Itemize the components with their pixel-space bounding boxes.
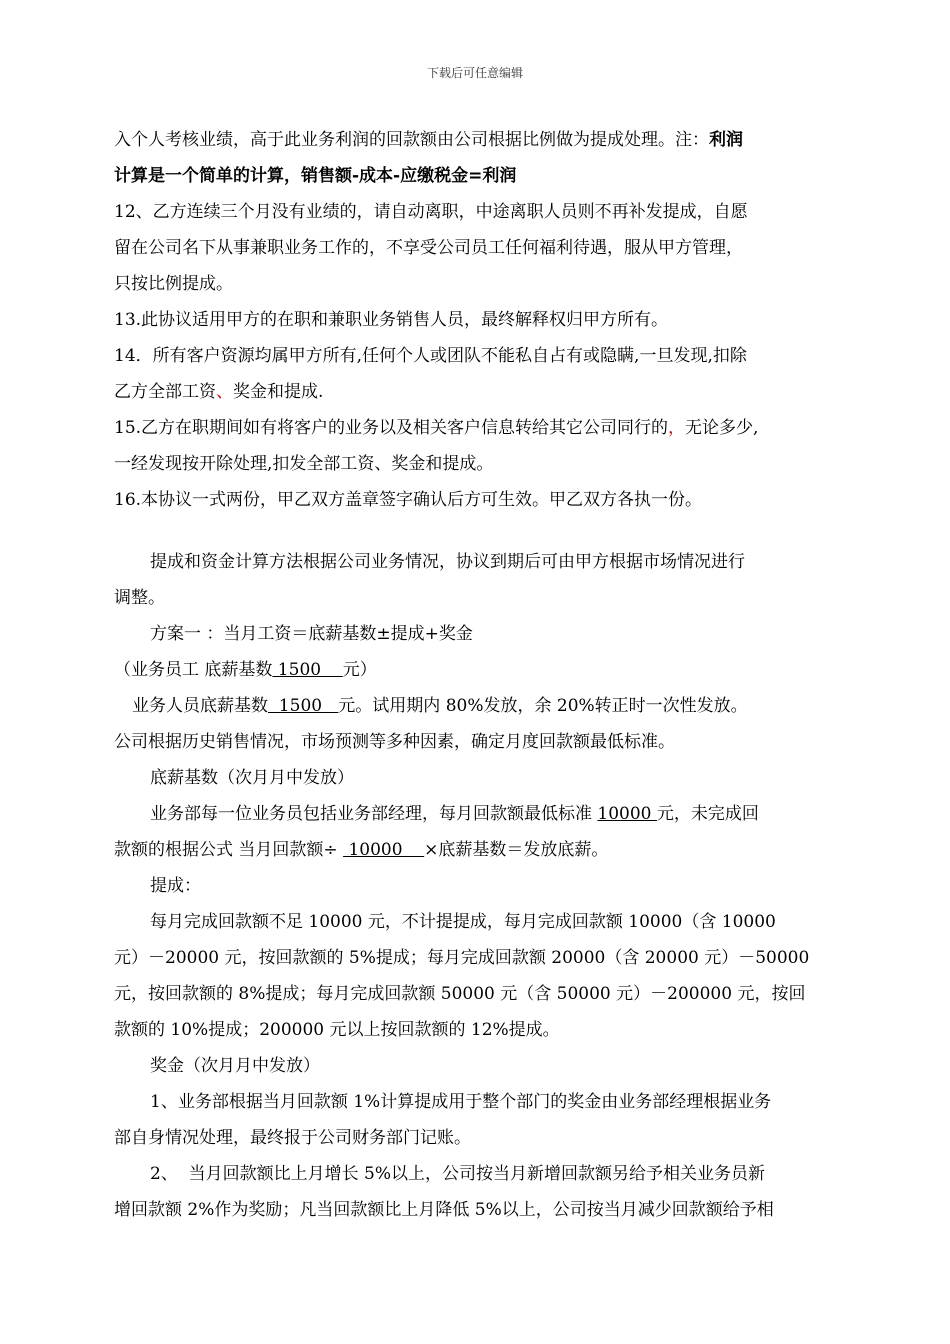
page-header: 下载后可任意编辑 <box>426 66 523 80</box>
spacer <box>114 518 842 544</box>
paragraph-line-bold: 计算是一个简单的计算，销售额-成本-应缴税金=利润 <box>114 166 517 186</box>
underlined-value: 10000 <box>343 840 425 860</box>
document-body <box>114 122 842 1228</box>
paragraph-line: 元）－20000 元，按回款额的 5%提成；每月完成回款额 20000（含 20000 元）－50000 <box>114 948 810 968</box>
text-span: 奖金和提成. <box>233 382 324 402</box>
paragraph-line: 元，按回款额的 8%提成；每月完成回款额 50000 元（含 50000 元）－200000 元，按回 <box>114 984 806 1004</box>
underlined-value: 10000 <box>597 804 657 824</box>
section-heading: 底薪基数（次月月中发放） <box>150 768 354 788</box>
paragraph-line: 增回款额 2%作为奖励；凡当回款额比上月降低 5%以上，公司按当月减少回款额给予相 <box>114 1200 774 1220</box>
clause-12: 12、乙方连续三个月没有业绩的，请自动离职，中途离职人员则不再补发提成，自愿 <box>114 202 748 222</box>
text-span: ×底薪基数＝发放底薪。 <box>424 840 609 860</box>
section-heading: 提成： <box>150 876 201 896</box>
paragraph-line: 2、 当月回款额比上月增长 5%以上，公司按当月新增回款额另给予相关业务员新 <box>150 1164 765 1184</box>
underlined-value: 1500 <box>272 660 343 680</box>
text-span: 元。试用期内 80%发放，余 20%转正时一次性发放。 <box>338 696 748 716</box>
text-span: 元） <box>342 660 377 680</box>
paragraph-line <box>114 122 842 158</box>
paragraph-line <box>114 796 842 832</box>
paragraph-line: 部自身情况处理，最终报于公司财务部门记账。 <box>114 1128 471 1148</box>
paragraph-line <box>114 652 842 688</box>
clause-14: 14．所有客户资源均属甲方所有,任何个人或团队不能私自占有或隐瞒,一旦发现,扣除 <box>114 346 747 366</box>
paragraph-line: 一经发现按开除处理,扣发全部工资、奖金和提成。 <box>114 454 494 474</box>
text-span: 元，未完成回 <box>656 804 759 824</box>
clause-15 <box>114 410 842 446</box>
text-span: 无论多少, <box>685 418 759 438</box>
underlined-value: 1500 <box>268 696 339 716</box>
paragraph-line: 提成和资金计算方法根据公司业务情况，协议到期后可由甲方根据市场情况进行 <box>150 552 745 572</box>
bold-text: 利润 <box>709 130 743 150</box>
red-punctuation: ， <box>668 418 686 438</box>
clause-13: 13.此协议适用甲方的在职和兼职业务销售人员，最终解释权归甲方所有。 <box>114 310 669 330</box>
clause-16: 16.本协议一式两份，甲乙双方盖章签字确认后方可生效。甲乙双方各执一份。 <box>114 490 703 510</box>
paragraph-line: 公司根据历史销售情况，市场预测等多种因素，确定月度回款额最低标准。 <box>114 732 675 752</box>
text-span: 业务部每一位业务员包括业务部经理，每月回款额最低标准 <box>150 804 598 824</box>
paragraph-line <box>114 688 842 724</box>
red-punctuation: 、 <box>216 382 233 402</box>
paragraph-line: 每月完成回款额不足 10000 元，不计提提成，每月完成回款额 10000（含 10000 <box>150 912 776 932</box>
paragraph-line <box>114 832 842 868</box>
paragraph-line <box>114 374 842 410</box>
paragraph-line: 留在公司名下从事兼职业务工作的，不享受公司员工任何福利待遇，服从甲方管理， <box>114 238 743 258</box>
text-span: 业务人员底薪基数 <box>132 696 268 716</box>
text-span: 入个人考核业绩，高于此业务利润的回款额由公司根据比例做为提成处理。注： <box>114 130 709 150</box>
paragraph-line: 款额的 10%提成；200000 元以上按回款额的 12%提成。 <box>114 1020 560 1040</box>
paragraph-line: 只按比例提成。 <box>114 274 233 294</box>
section-heading: 奖金（次月月中发放） <box>150 1056 320 1076</box>
text-span: （业务员工 底薪基数 <box>114 660 273 680</box>
plan-heading: 方案一 ：当月工资＝底薪基数±提成+奖金 <box>150 624 473 644</box>
paragraph-line: 调整。 <box>114 588 165 608</box>
text-span: 乙方全部工资 <box>114 382 216 402</box>
text-span: 15.乙方在职期间如有将客户的业务以及相关客户信息转给其它公司同行的 <box>114 418 669 438</box>
text-span: 款额的根据公式 当月回款额÷ <box>114 840 344 860</box>
paragraph-line: 1、业务部根据当月回款额 1%计算提成用于整个部门的奖金由业务部经理根据业务 <box>150 1092 772 1112</box>
